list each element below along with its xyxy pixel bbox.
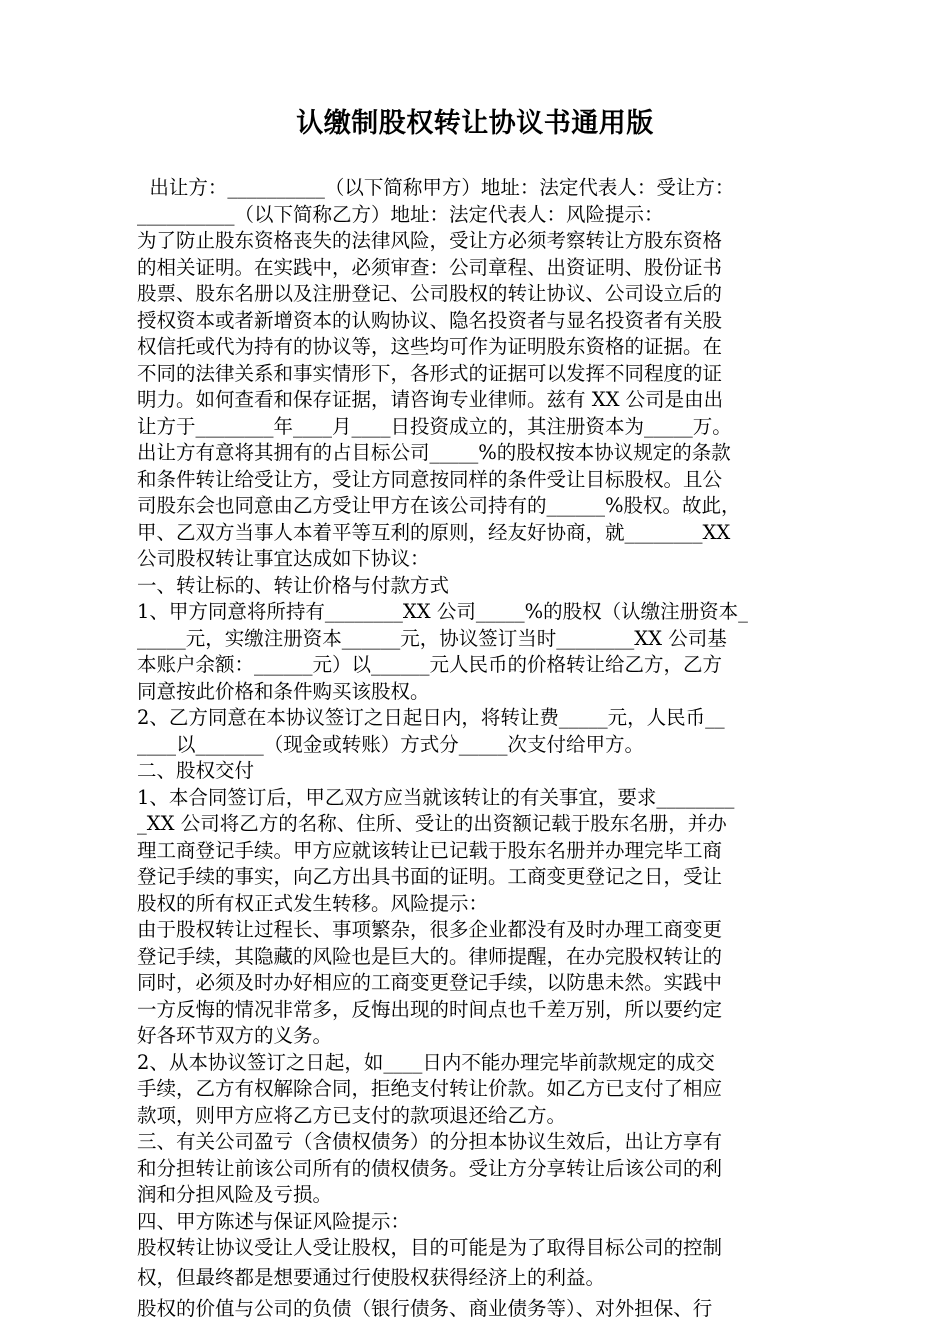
document-line: 三、有关公司盈亏（含债权债务）的分担本协议生效后，出让方享有 xyxy=(137,1130,723,1153)
document-line: _XX 公司将乙方的名称、住所、受让的出资额记载于股东名册，并办 xyxy=(137,812,727,835)
document-line: 2、乙方同意在本协议签订之日起日内，将转让费_____元，人民币__ xyxy=(137,706,725,729)
document-line: 让方于________年____月____日投资成立的，其注册资本为_____万。 xyxy=(137,414,732,438)
document-line: 授权资本或者新增资本的认购协议、隐名投资者与显名投资者有关股 xyxy=(137,308,723,332)
document-line: 股权转让协议受让人受让股权，目的可能是为了取得目标公司的控制 xyxy=(137,1236,723,1259)
document-line: __________（以下简称乙方）地址：法定代表人：风险提示： xyxy=(137,202,664,226)
document-line: 手续，乙方有权解除合同，拒绝支付转让价款。如乙方已支付了相应 xyxy=(137,1077,723,1100)
document-body xyxy=(137,175,827,1323)
document-line: 1、甲方同意将所持有________XX 公司_____%的股权（认缴注册资本_ xyxy=(137,600,748,623)
document-line: 出让方有意将其拥有的占目标公司_____%的股权按本协议规定的条款 xyxy=(137,441,731,464)
document-line: 司股东会也同意由乙方受让甲方在该公司持有的______%股权。故此， xyxy=(137,494,741,517)
document-line: 由于股权转让过程长、事项繁杂，很多企业都没有及时办理工商变更 xyxy=(137,918,723,941)
document-line: 权信托或代为持有的协议等，这些均可作为证明股东资格的证据。在 xyxy=(137,335,723,358)
document-line: 为了防止股东资格丧失的法律风险，受让方必须考察转让方股东资格 xyxy=(137,229,723,252)
document-line: 好各环节双方的义务。 xyxy=(137,1024,333,1047)
document-line: 1、本合同签订后，甲乙双方应当就该转让的有关事宜，要求________ xyxy=(137,785,735,809)
document-line: 出让方：__________（以下简称甲方）地址：法定代表人：受让方： xyxy=(137,176,735,199)
document-line: 和分担转让前该公司所有的债权债务。受让方分享转让后该公司的利 xyxy=(137,1156,723,1180)
document-title: 认缴制股权转让协议书通用版 xyxy=(296,108,654,139)
document-line: 的相关证明。在实践中，必须审查：公司章程、出资证明、股份证书 xyxy=(137,255,723,279)
document-line: 登记手续，其隐藏的风险也是巨大的。律师提醒，在办完股权转让的 xyxy=(137,944,723,968)
document-line: ____以_______（现金或转账）方式分_____次支付给甲方。 xyxy=(137,732,645,756)
document-line: 本账户余额：______元）以______元人民币的价格转让给乙方，乙方 xyxy=(137,653,723,676)
document-line: 二、股权交付 xyxy=(137,759,255,782)
document-line: 润和分担风险及亏损。 xyxy=(137,1183,333,1206)
document-line: 一方反悔的情况非常多，反悔出现的时间点也千差万别，所以要约定 xyxy=(137,997,723,1021)
document-line: 明力。如何查看和保存证据，请咨询专业律师。兹有 XX 公司是由出 xyxy=(137,388,724,411)
document-line: 款项，则甲方应将乙方已支付的款项退还给乙方。 xyxy=(137,1103,567,1127)
document-line: 不同的法律关系和事实情形下，各形式的证据可以发挥不同程度的证 xyxy=(137,361,723,385)
document-line: 四、甲方陈述与保证风险提示： xyxy=(137,1209,411,1233)
document-line: 和条件转让给受让方，受让方同意按同样的条件受让目标股权。且公 xyxy=(137,467,723,491)
document-line: 权，但最终都是想要通过行使股权获得经济上的利益。 xyxy=(137,1265,606,1289)
document-line: 登记手续的事实，向乙方出具书面的证明。工商变更登记之日，受让 xyxy=(137,865,723,888)
document-line: 股权的价值与公司的负债（银行债务、商业债务等）、对外担保、行 xyxy=(137,1297,713,1320)
document-line: 同时，必须及时办好相应的工商变更登记手续，以防患未然。实践中 xyxy=(137,971,723,994)
document-line: _____元，实缴注册资本______元，协议签订当时________XX 公司基 xyxy=(137,626,727,650)
document-line: 公司股权转让事宜达成如下协议： xyxy=(137,547,430,570)
document-line: 一、转让标的、转让价格与付款方式 xyxy=(137,573,450,597)
document-line: 理工商登记手续。甲方应就该转让已记载于股东名册并办理完毕工商 xyxy=(137,838,723,862)
document-line: 股权的所有权正式发生转移。风险提示： xyxy=(137,891,489,915)
document-line: 股票、股东名册以及注册登记、公司股权的转让协议、公司设立后的 xyxy=(137,282,723,305)
document-line: 同意按此价格和条件购买该股权。 xyxy=(137,679,430,703)
document-line: 甲、乙双方当事人本着平等互利的原则，经友好协商，就________XX xyxy=(137,520,731,544)
document-line: 2、从本协议签订之日起，如____日内不能办理完毕前款规定的成交 xyxy=(137,1050,715,1074)
